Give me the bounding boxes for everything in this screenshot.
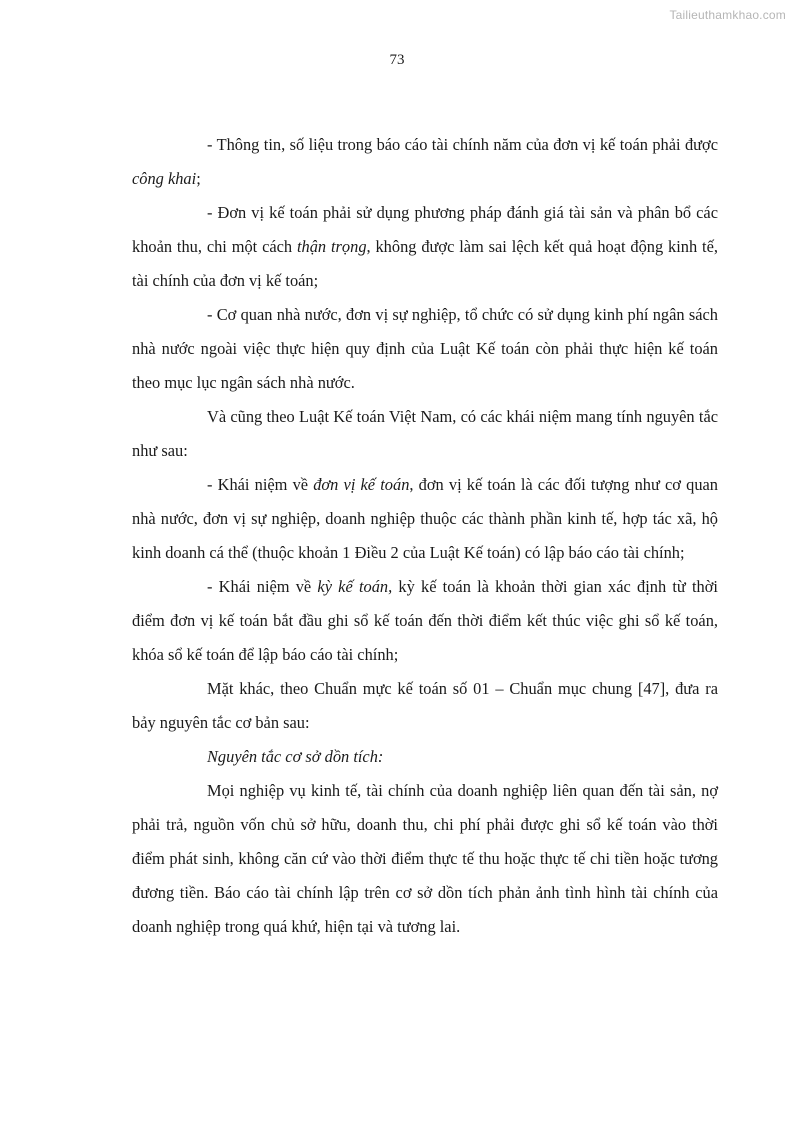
paragraph-standard-01: Mặt khác, theo Chuẩn mực kế toán số 01 – Chuẩn mục chung [47], đưa ra bảy nguyên tắc cơ bản sau: (132, 679, 718, 732)
watermark-text: Tailieuthamkhao.com (669, 8, 786, 22)
document-body (132, 128, 718, 944)
paragraph-accrual-description: Mọi nghiệp vụ kinh tế, tài chính của doanh nghiệp liên quan đến tài sản, nợ phải trả, nguồn vốn chủ sở hữu, doanh thu, chi phí phải được ghi sổ kế toán vào thời điểm phát sinh, không căn cứ vào thời điểm thực tế thu hoặc thực tế chi tiền hoặc tương đương tiền. Báo cáo tài chính lập trên cơ sở dồn tích phản ảnh tình hình tài chính của doanh nghiệp trong quá khứ, hiện tại và tương lai. (132, 781, 718, 936)
paragraph-prudence: - Đơn vị kế toán phải sử dụng phương pháp đánh giá tài sản và phân bổ các khoản thu, chi một cách thận trọng, không được làm sai lệch kết quả hoạt động kinh tế, tài chính của đơn vị kế toán; (132, 203, 718, 290)
heading-accrual-principle: Nguyên tắc cơ sở dồn tích: (207, 747, 384, 766)
paragraph-law-concepts-intro: Và cũng theo Luật Kế toán Việt Nam, có các khái niệm mang tính nguyên tắc như sau: (132, 407, 718, 460)
paragraph-accounting-period: - Khái niệm về kỳ kế toán, kỳ kế toán là khoản thời gian xác định từ thời điểm đơn vị kế toán bắt đầu ghi sổ kế toán đến thời điểm kết thúc việc ghi sổ kế toán, khóa sổ kế toán để lập báo cáo tài chính; (132, 577, 718, 664)
paragraph-accounting-unit: - Khái niệm về đơn vị kế toán, đơn vị kế toán là các đối tượng như cơ quan nhà nước, đơn vị sự nghiệp, doanh nghiệp thuộc các thành phần kinh tế, hợp tác xã, hộ kinh doanh cá thể (thuộc khoản 1 Điều 2 của Luật Kế toán) có lập báo cáo tài chính; (132, 475, 718, 562)
paragraph-state-agencies: - Cơ quan nhà nước, đơn vị sự nghiệp, tổ chức có sử dụng kinh phí ngân sách nhà nước ngoài việc thực hiện quy định của Luật Kế toán còn phải thực hiện kế toán theo mục lục ngân sách nhà nước. (132, 305, 718, 392)
term-cong-khai: công khai (132, 169, 197, 188)
term-ky-ke-toan: kỳ kế toán, (317, 577, 393, 596)
page-number: 73 (389, 52, 405, 68)
term-don-vi-ke-toan: đơn vị kế toán (313, 475, 410, 494)
term-than-trong: thận trọng (296, 237, 367, 256)
paragraph-public-disclosure: - Thông tin, số liệu trong báo cáo tài chính năm của đơn vị kế toán phải được công khai; (132, 135, 718, 188)
